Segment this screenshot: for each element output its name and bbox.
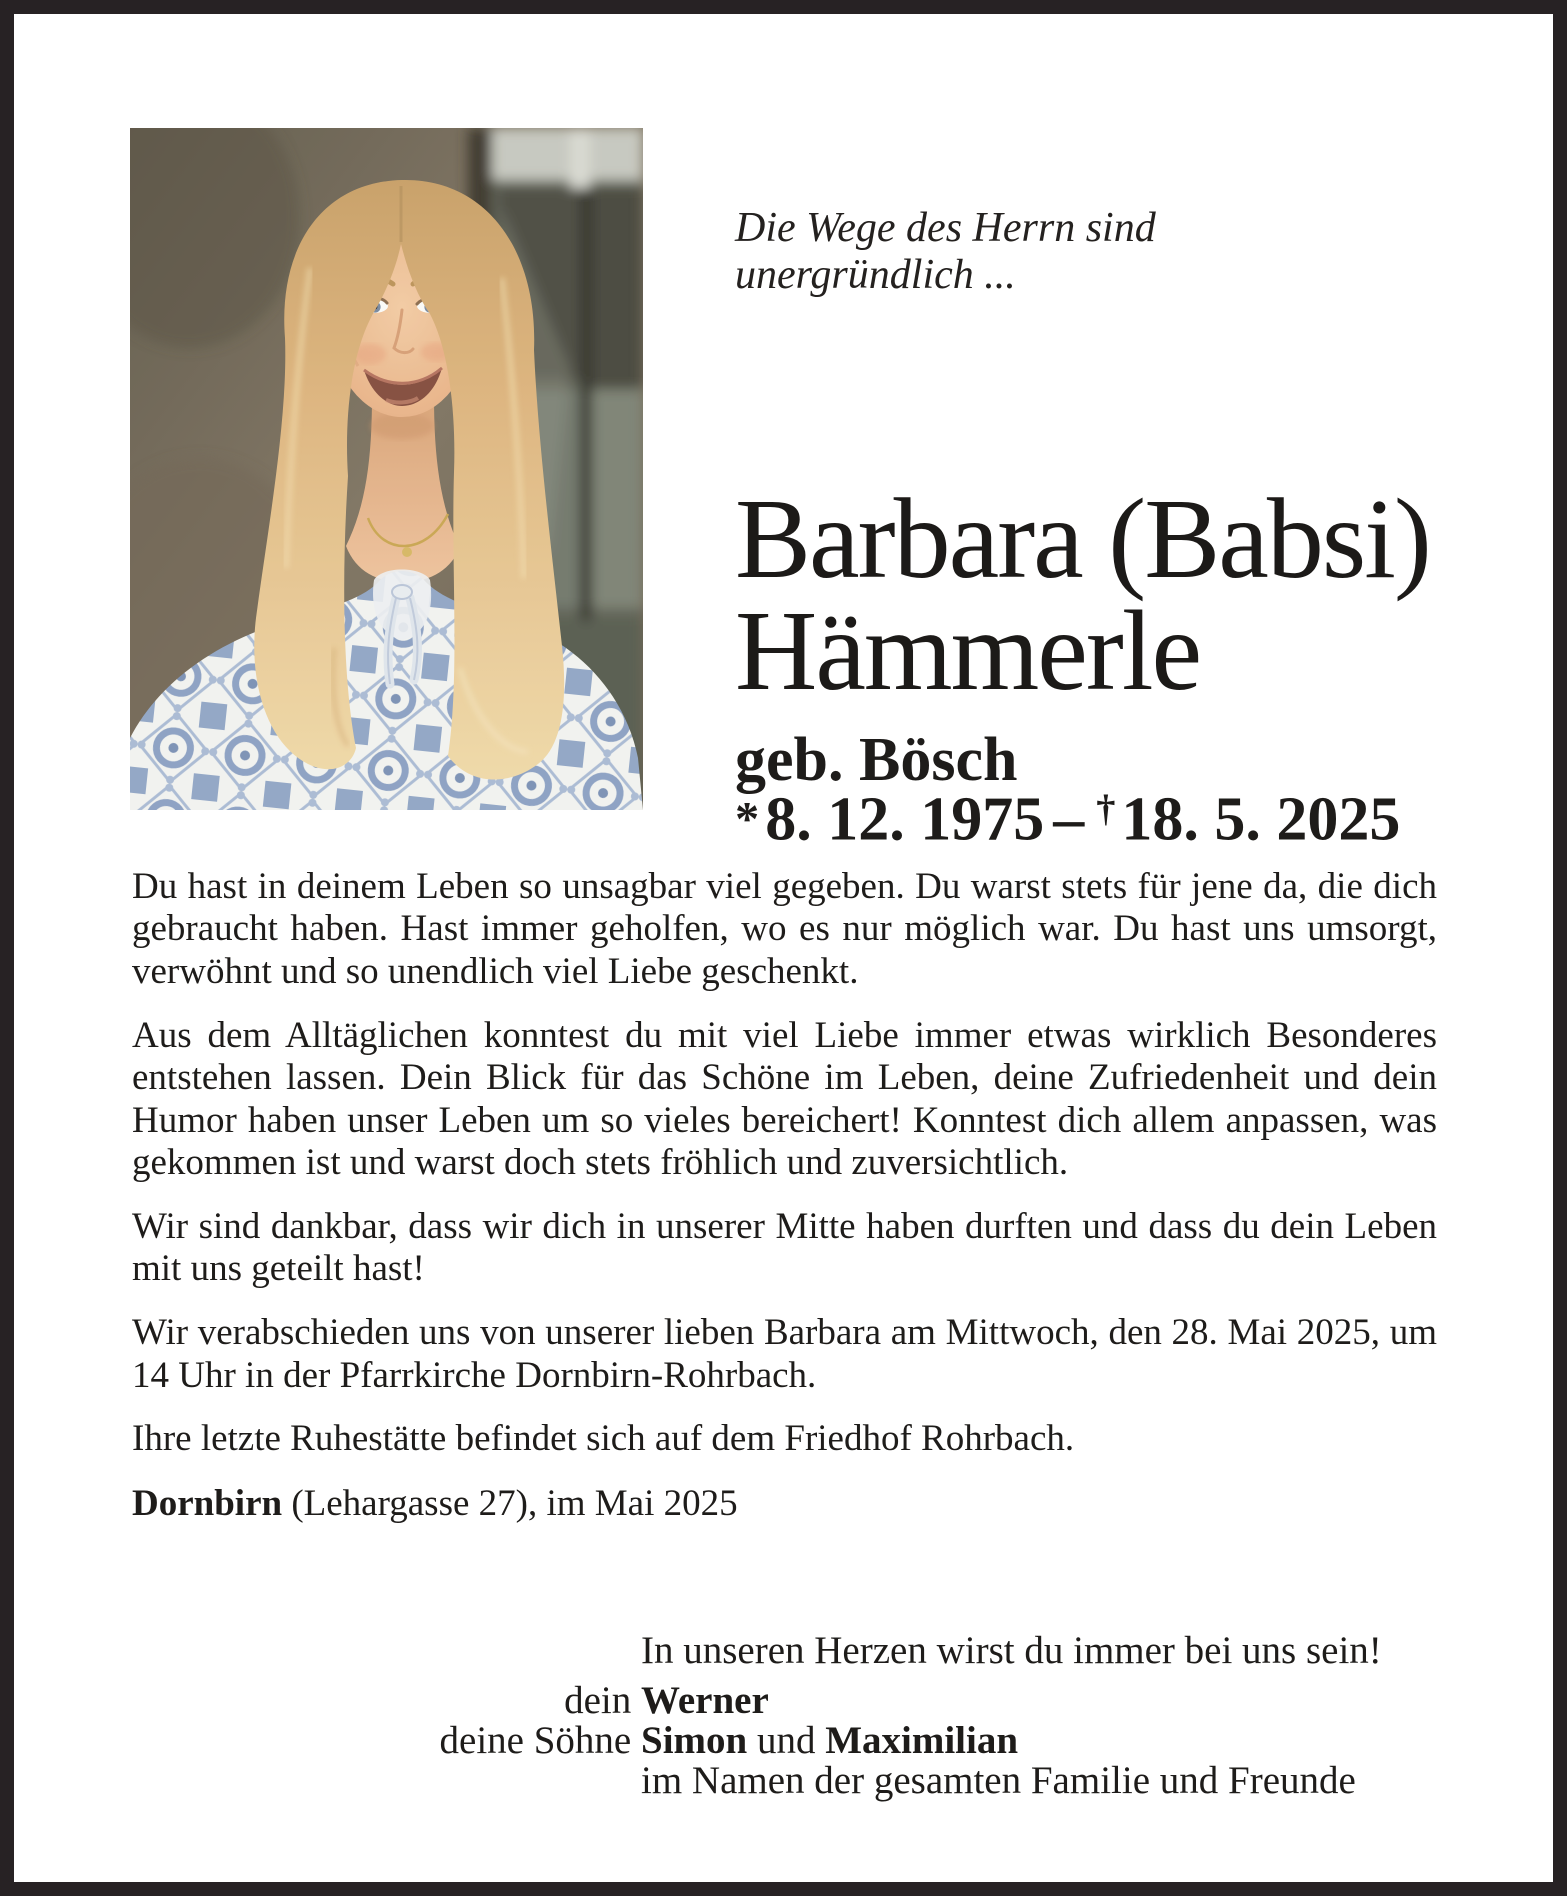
signature-husband-prefix: dein (564, 1679, 641, 1722)
birth-date: 8. 12. 1975 (765, 785, 1045, 854)
farewell-block (439, 1629, 1382, 1802)
signature-sons (439, 1719, 1382, 1762)
signature-husband-name: Werner (641, 1679, 769, 1722)
date-separator: – (1053, 785, 1085, 854)
obituary-paragraph-1: Du hast in deinem Leben so unsagbar viel gegeben. Du warst stets für jene da, die dich gebraucht haben. Hast immer geholfen, wo es nur möglich war. Du hast uns umsorgt, verwöhnt und so unendlich viel Liebe geschenkt. (132, 866, 1437, 992)
death-symbol: † (1096, 788, 1116, 830)
quote-line-1: Die Wege des Herrn sind (735, 205, 1156, 251)
obituary-paragraph-3: Wir sind dankbar, dass wir dich in unserer Mitte haben durften und dass du dein Leben mit uns geteilt hast! (132, 1205, 1437, 1290)
quote-line-2: unergründlich ... (735, 252, 1016, 298)
signature-son-2: Maximilian (825, 1719, 1019, 1762)
obituary-paragraph-2: Aus dem Alltäglichen konntest du mit viel Liebe immer etwas wirklich Besonderes entstehen lassen. Dein Blick für das Schöne im Leben, deine Zufriedenheit und dein Humor haben unser Leben um so vieles bereichert! Konntest dich allem anpassen, was gekommen ist und warst doch stets fröhlich und zuversichtlich. (132, 1014, 1437, 1183)
obituary-body (132, 866, 1437, 1547)
city-address-date: (Lehargasse 27), im Mai 2025 (282, 1482, 738, 1524)
birth-symbol: * (735, 792, 760, 846)
death-date: 18. 5. 2025 (1121, 785, 1401, 854)
obituary-paragraph-4: Wir verabschieden uns von unserer lieben Barbara am Mittwoch, den 28. Mai 2025, um 14 Uhr in der Pfarrkirche Dornbirn-Rohrbach. (132, 1312, 1437, 1396)
life-dates (735, 778, 1401, 854)
deceased-name-line-1: Barbara (Babsi) (735, 475, 1430, 602)
portrait-photo (130, 128, 643, 810)
obituary-paragraph-5: Ihre letzte Ruhestätte befindet sich auf dem Friedhof Rohrbach. (132, 1418, 1075, 1460)
religious-quote (735, 205, 1156, 299)
signature-sons-connector: und (747, 1719, 826, 1762)
deceased-name (735, 475, 1430, 714)
signature-family: im Namen der gesamten Familie und Freunde (641, 1759, 1356, 1802)
city-name: Dornbirn (132, 1482, 283, 1524)
signature-husband (564, 1679, 1382, 1722)
deceased-name-line-2: Hämmerle (735, 587, 1201, 714)
signature-son-1: Simon (641, 1719, 748, 1762)
closing-line: In unseren Herzen wirst du immer bei uns sein! (641, 1629, 1382, 1672)
city-date-line (132, 1483, 1437, 1525)
maiden-name: geb. Bösch (735, 726, 1018, 794)
signature-sons-prefix: deine Söhne (439, 1719, 641, 1762)
